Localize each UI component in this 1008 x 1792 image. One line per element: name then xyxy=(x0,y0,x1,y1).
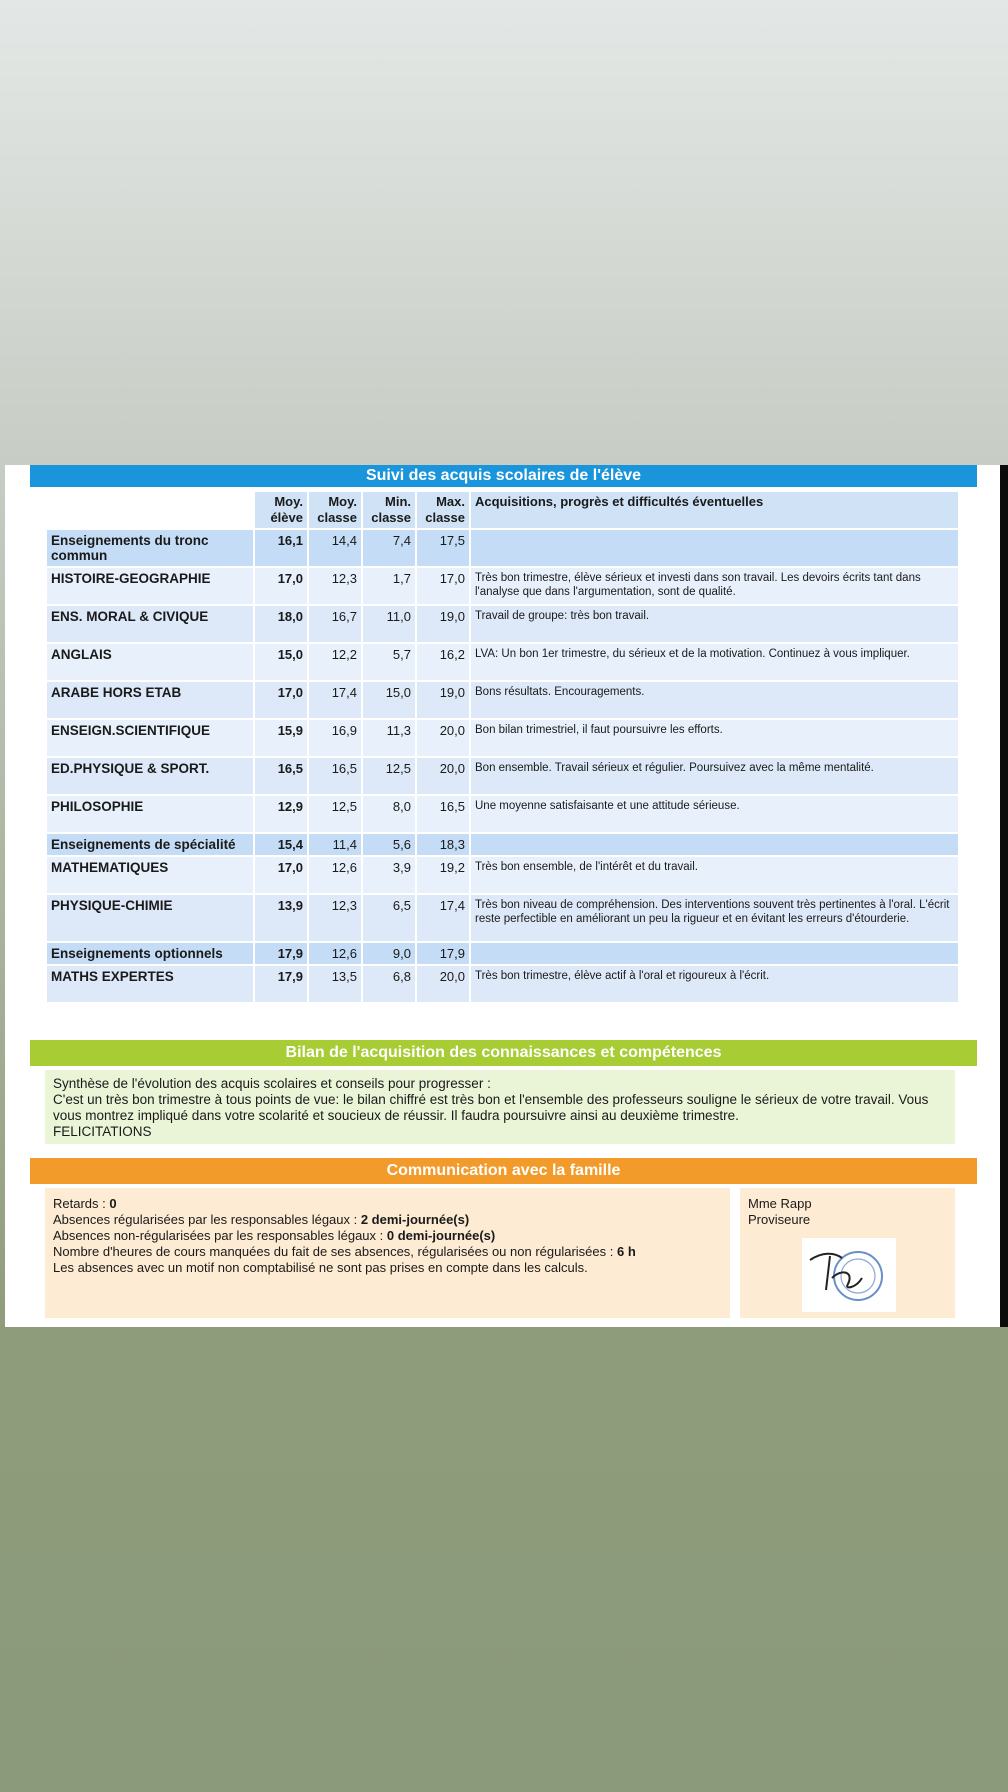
moy-eleve-value: 15,9 xyxy=(255,720,307,756)
moy-eleve-value: 17,9 xyxy=(255,966,307,1002)
subject-row xyxy=(47,966,958,1002)
moy-classe-value: 13,5 xyxy=(309,966,361,1002)
suivi-banner: Suivi des acquis scolaires de l'élève xyxy=(30,465,977,487)
header-min-classe-line2: classe xyxy=(371,510,411,525)
header-moy-eleve-line1: Moy. xyxy=(274,494,303,509)
header-min-classe xyxy=(363,492,415,528)
moy-classe-value: 12,5 xyxy=(309,796,361,832)
comment-text: Une moyenne satisfaisante et une attitude sérieuse. xyxy=(471,796,958,832)
min-classe-value: 9,0 xyxy=(363,943,415,964)
min-classe-value: 7,4 xyxy=(363,530,415,566)
moy-classe-value: 16,5 xyxy=(309,758,361,794)
subject-name: ENSEIGN.SCIENTIFIQUE xyxy=(47,720,253,756)
synthese-box xyxy=(45,1070,955,1144)
moy-classe-value: 12,3 xyxy=(309,568,361,604)
group-row xyxy=(47,834,958,855)
comment-text: Très bon niveau de compréhension. Des interventions souvent très pertinentes à l'oral. L'écrit reste perfectible en améliorant un peu la rigueur et en évitant les erreurs d'étourderie. xyxy=(471,895,958,941)
moy-eleve-value: 15,0 xyxy=(255,644,307,680)
moy-eleve-value: 18,0 xyxy=(255,606,307,642)
max-classe-value: 18,3 xyxy=(417,834,469,855)
heures-value: 6 h xyxy=(616,1244,636,1259)
moy-classe-value: 14,4 xyxy=(309,530,361,566)
signature-box xyxy=(740,1188,955,1318)
heures-line xyxy=(53,1244,722,1260)
header-max-classe-line2: classe xyxy=(425,510,465,525)
subject-name: Enseignements de spécialité xyxy=(47,834,253,855)
abs-nonreg-value: 0 demi-journée(s) xyxy=(386,1228,496,1243)
moy-eleve-value: 17,0 xyxy=(255,857,307,893)
synthese-mention: FELICITATIONS xyxy=(53,1124,152,1139)
subject-name: PHYSIQUE-CHIMIE xyxy=(47,895,253,941)
comment-text xyxy=(471,943,958,964)
synthese-heading: Synthèse de l'évolution des acquis scolaires et conseils pour progresser : xyxy=(53,1076,491,1091)
min-classe-value: 11,0 xyxy=(363,606,415,642)
subject-row xyxy=(47,682,958,718)
moy-classe-value: 12,6 xyxy=(309,943,361,964)
abs-reg-line xyxy=(53,1212,722,1228)
min-classe-value: 5,7 xyxy=(363,644,415,680)
signatory-name: Mme Rapp xyxy=(748,1196,812,1211)
header-moy-classe xyxy=(309,492,361,528)
moy-classe-value: 16,7 xyxy=(309,606,361,642)
subject-name: PHILOSOPHIE xyxy=(47,796,253,832)
moy-classe-value: 11,4 xyxy=(309,834,361,855)
absences-box xyxy=(45,1188,730,1318)
header-moy-classe-line2: classe xyxy=(317,510,357,525)
subject-name: MATHS EXPERTES xyxy=(47,966,253,1002)
signature-stamp xyxy=(802,1238,896,1312)
header-moy-eleve xyxy=(255,492,307,528)
table-header-row xyxy=(47,492,958,528)
bilan-banner: Bilan de l'acquisition des connaissances et compétences xyxy=(30,1040,977,1066)
moy-eleve-value: 16,1 xyxy=(255,530,307,566)
moy-eleve-value: 17,0 xyxy=(255,568,307,604)
comment-text xyxy=(471,530,958,566)
comment-text xyxy=(471,834,958,855)
max-classe-value: 17,0 xyxy=(417,568,469,604)
subject-row xyxy=(47,606,958,642)
min-classe-value: 8,0 xyxy=(363,796,415,832)
min-classe-value: 15,0 xyxy=(363,682,415,718)
moy-classe-value: 12,3 xyxy=(309,895,361,941)
header-acquisitions: Acquisitions, progrès et difficultés éventuelles xyxy=(471,492,958,528)
header-moy-eleve-line2: élève xyxy=(270,510,303,525)
subject-row xyxy=(47,796,958,832)
max-classe-value: 17,9 xyxy=(417,943,469,964)
subject-row xyxy=(47,568,958,604)
moy-eleve-value: 17,9 xyxy=(255,943,307,964)
moy-classe-value: 17,4 xyxy=(309,682,361,718)
min-classe-value: 1,7 xyxy=(363,568,415,604)
max-classe-value: 19,0 xyxy=(417,606,469,642)
subject-name: HISTOIRE-GEOGRAPHIE xyxy=(47,568,253,604)
subject-row xyxy=(47,857,958,893)
header-moy-classe-line1: Moy. xyxy=(328,494,357,509)
abs-reg-value: 2 demi-journée(s) xyxy=(360,1212,470,1227)
max-classe-value: 16,5 xyxy=(417,796,469,832)
moy-eleve-value: 13,9 xyxy=(255,895,307,941)
group-row xyxy=(47,943,958,964)
min-classe-value: 3,9 xyxy=(363,857,415,893)
abs-nonreg-line xyxy=(53,1228,722,1244)
page-edge xyxy=(1000,465,1008,1327)
max-classe-value: 20,0 xyxy=(417,758,469,794)
heures-label: Nombre d'heures de cours manquées du fait de ses absences, régularisées ou non régularisées : xyxy=(53,1244,617,1259)
communication-banner: Communication avec la famille xyxy=(30,1158,977,1184)
synthese-text: C'est un très bon trimestre à tous points de vue: le bilan chiffré est très bon et l'ensemble des professeurs souligne le sérieux de votre travail. Vous vous montrez impliqué dans votre scolarité et soucieux de réussir. Il faudra poursuivre ainsi au deuxième trimestre. xyxy=(53,1092,929,1123)
moy-eleve-value: 15,4 xyxy=(255,834,307,855)
comment-text: Travail de groupe: très bon travail. xyxy=(471,606,958,642)
subject-name: ENS. MORAL & CIVIQUE xyxy=(47,606,253,642)
subject-name: MATHEMATIQUES xyxy=(47,857,253,893)
comment-text: Très bon trimestre, élève sérieux et investi dans son travail. Les devoirs écrits tant dans l'analyse que dans l'argumentation, sont de qualité. xyxy=(471,568,958,604)
moy-eleve-value: 12,9 xyxy=(255,796,307,832)
max-classe-value: 20,0 xyxy=(417,720,469,756)
group-row xyxy=(47,530,958,566)
header-max-classe-line1: Max. xyxy=(436,494,465,509)
moy-classe-value: 16,9 xyxy=(309,720,361,756)
comment-text: Très bon ensemble, de l'intérêt et du travail. xyxy=(471,857,958,893)
header-blank xyxy=(47,492,253,528)
absences-note: Les absences avec un motif non comptabilisé ne sont pas prises en compte dans les calculs. xyxy=(53,1260,588,1275)
max-classe-value: 19,2 xyxy=(417,857,469,893)
report-card-page xyxy=(5,465,1000,1327)
comment-text: Très bon trimestre, élève actif à l'oral et rigoureux à l'écrit. xyxy=(471,966,958,1002)
subject-row xyxy=(47,720,958,756)
stamp-icon xyxy=(802,1238,896,1312)
abs-reg-label: Absences régularisées par les responsables légaux : xyxy=(53,1212,361,1227)
header-min-classe-line1: Min. xyxy=(385,494,411,509)
comment-text: Bon ensemble. Travail sérieux et régulier. Poursuivez avec la même mentalité. xyxy=(471,758,958,794)
min-classe-value: 11,3 xyxy=(363,720,415,756)
max-classe-value: 16,2 xyxy=(417,644,469,680)
subject-name: ED.PHYSIQUE & SPORT. xyxy=(47,758,253,794)
retards-line xyxy=(53,1196,722,1212)
signatory-role: Proviseure xyxy=(748,1212,811,1227)
comment-text: Bon bilan trimestriel, il faut poursuivre les efforts. xyxy=(471,720,958,756)
subject-name: ARABE HORS ETAB xyxy=(47,682,253,718)
header-max-classe xyxy=(417,492,469,528)
moy-eleve-value: 17,0 xyxy=(255,682,307,718)
min-classe-value: 6,5 xyxy=(363,895,415,941)
subject-row xyxy=(47,644,958,680)
moy-classe-value: 12,2 xyxy=(309,644,361,680)
min-classe-value: 6,8 xyxy=(363,966,415,1002)
subject-name: Enseignements du tronc commun xyxy=(47,530,253,566)
max-classe-value: 17,4 xyxy=(417,895,469,941)
min-classe-value: 12,5 xyxy=(363,758,415,794)
subject-name: Enseignements optionnels xyxy=(47,943,253,964)
max-classe-value: 17,5 xyxy=(417,530,469,566)
subject-row xyxy=(47,895,958,941)
moy-classe-value: 12,6 xyxy=(309,857,361,893)
comment-text: Bons résultats. Encouragements. xyxy=(471,682,958,718)
grades-table xyxy=(45,490,960,1004)
max-classe-value: 19,0 xyxy=(417,682,469,718)
retards-label: Retards : xyxy=(53,1196,110,1211)
min-classe-value: 5,6 xyxy=(363,834,415,855)
abs-nonreg-label: Absences non-régularisées par les responsables légaux : xyxy=(53,1228,387,1243)
subject-row xyxy=(47,758,958,794)
subject-name: ANGLAIS xyxy=(47,644,253,680)
comment-text: LVA: Un bon 1er trimestre, du sérieux et de la motivation. Continuez à vous impliquer. xyxy=(471,644,958,680)
moy-eleve-value: 16,5 xyxy=(255,758,307,794)
max-classe-value: 20,0 xyxy=(417,966,469,1002)
retards-value: 0 xyxy=(109,1196,117,1211)
